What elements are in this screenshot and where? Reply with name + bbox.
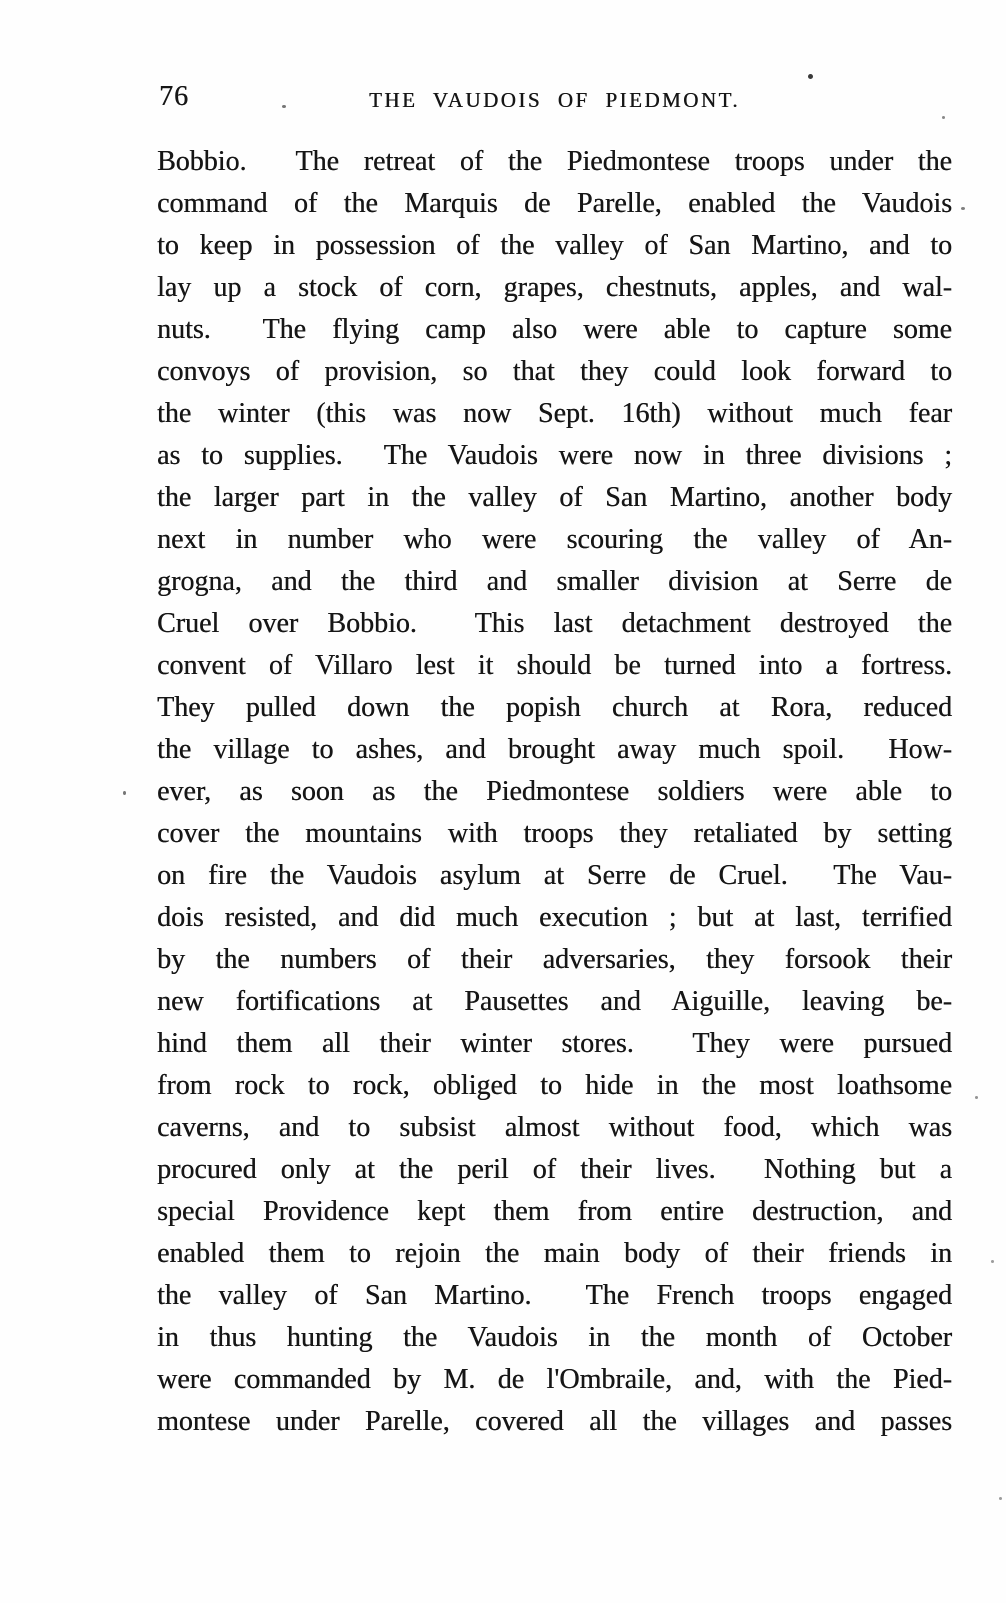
- text-line: the village to ashes, and brought away much spoil. How-: [157, 734, 952, 765]
- text-line: Cruel over Bobbio. This last detachment destroyed the: [157, 608, 952, 639]
- text-line: procured only at the peril of their lives. Nothing but a: [157, 1154, 952, 1185]
- text-line: enabled them to rejoin the main body of their friends in: [157, 1238, 952, 1269]
- text-line: convent of Villaro lest it should be turned into a fortress.: [157, 650, 952, 681]
- text-line: the valley of San Martino. The French troops engaged: [157, 1280, 952, 1311]
- text-line: nuts. The flying camp also were able to capture some: [157, 314, 952, 345]
- text-line: next in number who were scouring the valley of An-: [157, 524, 952, 555]
- text-line: to keep in possession of the valley of San Martino, and to: [157, 230, 952, 261]
- text-line: on fire the Vaudois asylum at Serre de Cruel. The Vau-: [157, 860, 952, 891]
- text-line: montese under Parelle, covered all the villages and passes: [157, 1406, 952, 1437]
- body-text: [157, 141, 952, 1443]
- scan-speck: [282, 105, 286, 108]
- text-line: in thus hunting the Vaudois in the month of October: [157, 1322, 952, 1353]
- scan-speck: [999, 1497, 1002, 1500]
- text-line: the larger part in the valley of San Martino, another body: [157, 482, 952, 513]
- text-line: by the numbers of their adversaries, they forsook their: [157, 944, 952, 975]
- text-line: cover the mountains with troops they retaliated by setting: [157, 818, 952, 849]
- page-header: [157, 82, 952, 116]
- text-line: caverns, and to subsist almost without food, which was: [157, 1112, 952, 1143]
- scan-speck: [975, 1096, 978, 1099]
- text-line: command of the Marquis de Parelle, enabled the Vaudois: [157, 188, 952, 219]
- scan-speck: [808, 74, 813, 79]
- text-line: hind them all their winter stores. They were pursued: [157, 1028, 952, 1059]
- text-line: the winter (this was now Sept. 16th) without much fear: [157, 398, 952, 429]
- text-line: Bobbio. The retreat of the Piedmontese troops under the: [157, 146, 952, 177]
- text-line: convoys of provision, so that they could look forward to: [157, 356, 952, 387]
- text-line: dois resisted, and did much execution ; but at last, terrified: [157, 902, 952, 933]
- text-line: from rock to rock, obliged to hide in the most loathsome: [157, 1070, 952, 1101]
- scan-speck: [991, 1260, 994, 1263]
- text-line: They pulled down the popish church at Rora, reduced: [157, 692, 952, 723]
- text-line: grogna, and the third and smaller division at Serre de: [157, 566, 952, 597]
- scan-speck: [123, 791, 126, 795]
- running-title: THE VAUDOIS OF PIEDMONT.: [368, 88, 741, 112]
- text-line: ever, as soon as the Piedmontese soldiers were able to: [157, 776, 952, 807]
- text-line: were commanded by M. de l'Ombraile, and, with the Pied-: [157, 1364, 952, 1395]
- text-line: special Providence kept them from entire destruction, and: [157, 1196, 952, 1227]
- scan-speck: [942, 116, 945, 119]
- text-line: as to supplies. The Vaudois were now in three divisions ;: [157, 440, 952, 471]
- scan-speck: [961, 207, 965, 210]
- page-number: 76: [159, 81, 189, 112]
- text-line: new fortifications at Pausettes and Aiguille, leaving be-: [157, 986, 952, 1017]
- text-line: lay up a stock of corn, grapes, chestnuts, apples, and wal-: [157, 272, 952, 303]
